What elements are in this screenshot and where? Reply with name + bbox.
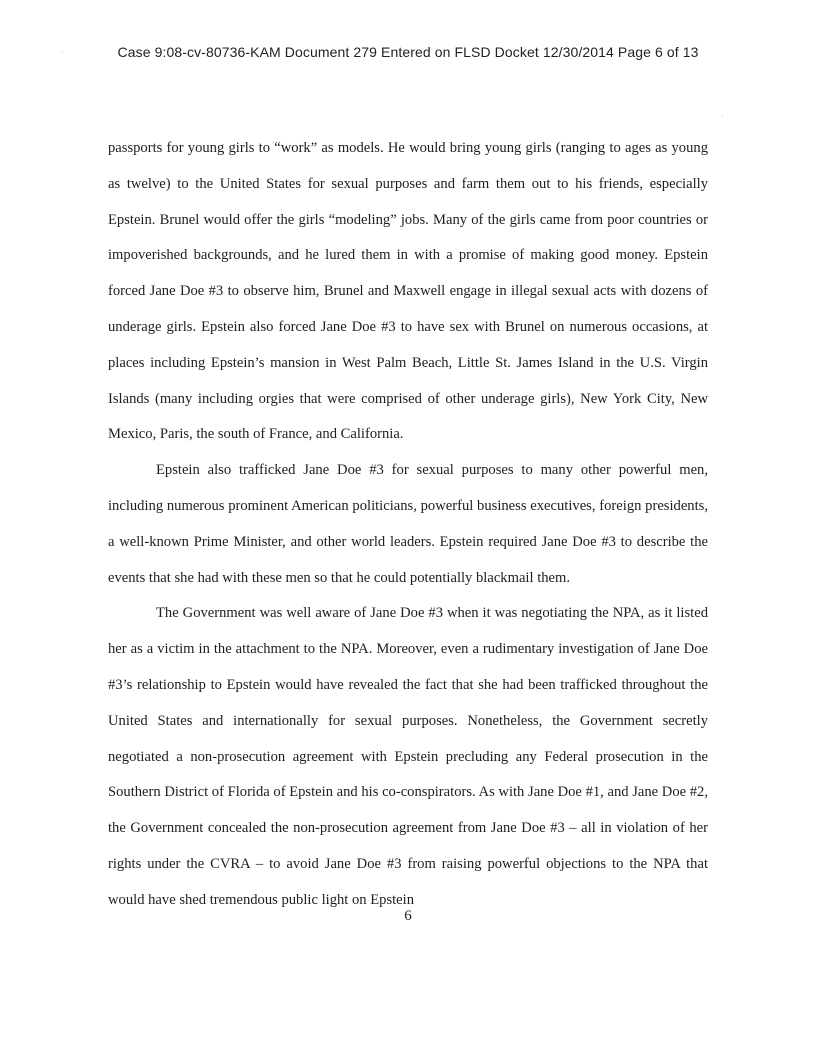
scan-speck	[62, 52, 63, 53]
paragraph-2: Epstein also trafficked Jane Doe #3 for sexual purposes to many other powerful men, including numerous prominent American politicians, powerful business executives, foreign presidents, a well-known Prime Minister, and other world leaders. Epstein required Jane Doe #3 to describe the events that she had with these men so that he could potentially blackmail them.	[108, 462, 708, 586]
paragraph-1: passports for young girls to “work” as models. He would bring young girls (ranging to ages as young as twelve) to the United States for sexual purposes and farm them out to his friends, especially Epstein. Brunel would offer the girls “modeling” jobs. Many of the girls came from poor countries or impoverished backgrounds, and he lured them in with a promise of making good money. Epstein forced Jane Doe #3 to observe him, Brunel and Maxwell engage in illegal sexual acts with dozens of underage girls. Epstein also forced Jane Doe #3 to have sex with Brunel on numerous occasions, at places including Epstein’s mansion in West Palm Beach, Little St. James Island in the U.S. Virgin Islands (many including orgies that were comprised of other underage girls), New York City, New Mexico, Paris, the south of France, and California.	[108, 140, 708, 443]
docket-header: Case 9:08-cv-80736-KAM Document 279 Entered on FLSD Docket 12/30/2014 Page 6 of 13	[117, 44, 699, 60]
page-number: 6	[404, 908, 412, 924]
scan-speck	[722, 115, 723, 116]
paragraph-3: The Government was well aware of Jane Doe #3 when it was negotiating the NPA, as it listed her as a victim in the attachment to the NPA. Moreover, even a rudimentary investigation of Jane Doe #3’s relationship to Epstein would have revealed the fact that she had been trafficked throughout the United States and internationally for sexual purposes. Nonetheless, the Government secretly negotiated a non-prosecution agreement with Epstein precluding any Federal prosecution in the Southern District of Florida of Epstein and his co-conspirators. As with Jane Doe #1, and Jane Doe #2, the Government concealed the non-prosecution agreement from Jane Doe #3 – all in violation of her rights under the CVRA – to avoid Jane Doe #3 from raising powerful objections to the NPA that would have shed tremendous public light on Epstein	[108, 605, 708, 908]
document-body	[108, 131, 708, 919]
